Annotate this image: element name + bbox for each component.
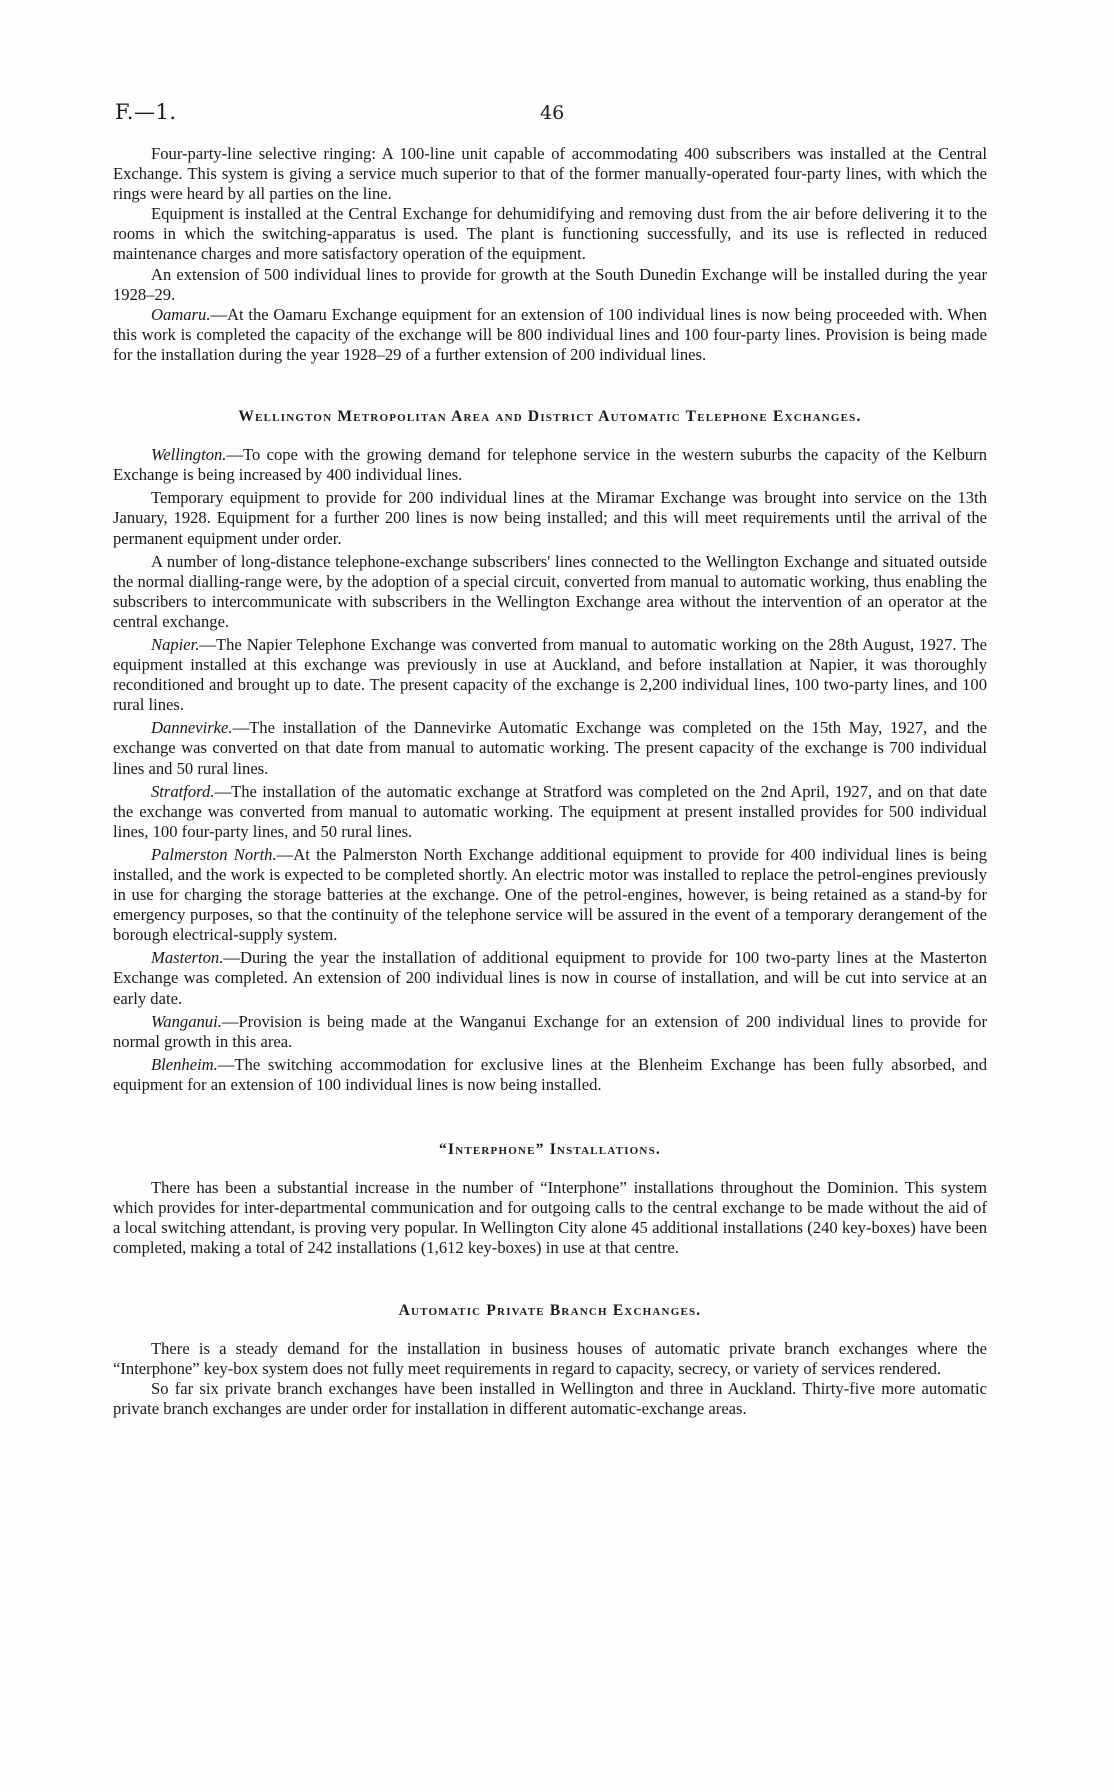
paragraph-lead: Palmerston North. xyxy=(151,844,277,864)
paragraph xyxy=(113,1012,987,1052)
paragraph-text: —The installation of the Dannevirke Automatic Exchange was completed on the 15th May, 1927, and the exchange was converted on that date from manual to automatic working. The present capacity of the exchange is 700 individual lines and 50 rural lines. xyxy=(113,718,987,778)
paragraph-text: So far six private branch exchanges have been installed in Wellington and three in Auckland. Thirty-five more automatic private branch exchanges are under order for installation in different automatic-exchange areas. xyxy=(113,1378,987,1418)
paragraph-lead: Wanganui. xyxy=(151,1011,222,1031)
paragraph xyxy=(113,305,987,365)
paragraph-text: —At the Oamaru Exchange equipment for an extension of 100 individual lines is now being proceeded with. When this work is completed the capacity of the exchange will be 800 individual lines and 100 four-party lines. Provision is being made for the installation during the year 1928–29 of a further extension of 200 individual lines. xyxy=(113,304,987,364)
paragraph xyxy=(113,552,987,632)
paragraph xyxy=(113,445,987,485)
section-heading-interphone: “Interphone” Installations. xyxy=(439,1141,661,1159)
wellington-section-body xyxy=(113,445,987,1095)
paragraph-lead: Blenheim. xyxy=(151,1054,218,1074)
document-code: F.—1. xyxy=(115,100,177,124)
paragraph-lead: Dannevirke. xyxy=(151,718,233,738)
paragraph-text: —At the Palmerston North Exchange additional equipment to provide for 400 individual lines is being installed, and the work is expected to be completed shortly. An electric motor was installed to replace the petrol-engines previously in use for charging the storage batteries at the exchange. One of the petrol-engines, however, is being retained as a stand-by for emergency purposes, so that the continuity of the telephone service will be assured in the event of a temporary derangement of the borough electrical-supply system. xyxy=(113,844,988,945)
paragraph-text: Four-party-line selective ringing: A 100-line unit capable of accommodating 400 subscribers was installed at the Central Exchange. This system is giving a service much superior to that of the former manually-operated four-party lines, with which the rings were heard by all parties on the line. xyxy=(113,144,987,204)
paragraph xyxy=(113,635,987,715)
paragraph-text: A number of long-distance telephone-exchange subscribers' lines connected to the Wellington Exchange and situated outside the normal dialling-range were, by the adoption of a special circuit, converted from manual to automatic working, thus enabling the subscribers to intercommunicate with subscribers in the Wellington Exchange area without the intervention of an operator at the central exchange. xyxy=(113,551,987,631)
paragraph-text: —The Napier Telephone Exchange was converted from manual to automatic working on the 28th August, 1927. The equipment installed at this exchange was previously in use at Auckland, and before installation at Napier, it was thoroughly reconditioned and brought up to date. The present capacity of the exchange is 2,200 individual lines, 100 two-party lines, and 100 rural lines. xyxy=(113,634,987,715)
section-heading-pbx: Automatic Private Branch Exchanges. xyxy=(398,1301,702,1319)
page-number: 46 xyxy=(540,102,565,124)
paragraph xyxy=(113,782,987,842)
paragraph xyxy=(113,948,987,1008)
interphone-section-body xyxy=(113,1178,987,1258)
paragraph xyxy=(113,488,987,548)
paragraph xyxy=(113,1339,987,1379)
pbx-section-body xyxy=(113,1339,987,1419)
paragraph-text: There has been a substantial increase in the number of “Interphone” installations throughout the Dominion. This system which provides for inter-departmental communication and for outgoing calls to the central exchange to be made without the aid of a local switching attendant, is proving very popular. In Wellington City alone 45 additional installations (240 key-boxes) have been completed, making a total of 242 installations (1,612 key-boxes) in use at that centre. xyxy=(113,1178,987,1258)
paragraph-lead: Masterton. xyxy=(151,948,224,968)
paragraph xyxy=(113,265,987,305)
section-heading-wellington: Wellington Metropolitan Area and District Automatic Telephone Exchanges. xyxy=(238,408,862,426)
paragraph xyxy=(113,1055,987,1095)
intro-block xyxy=(113,144,987,365)
paragraph-text: Temporary equipment to provide for 200 individual lines at the Miramar Exchange was brought into service on the 13th January, 1928. Equipment for a further 200 lines is now being installed; and this will meet requirements until the arrival of the permanent equipment under order. xyxy=(113,488,987,548)
paragraph-lead: Oamaru. xyxy=(151,304,211,324)
paragraph-lead: Stratford. xyxy=(151,781,215,801)
paragraph-text: —The switching accommodation for exclusive lines at the Blenheim Exchange has been fully absorbed, and equipment for an extension of 100 individual lines is now being installed. xyxy=(113,1054,987,1094)
page-body xyxy=(113,144,987,1419)
paragraph xyxy=(113,845,987,945)
paragraph-text: There is a steady demand for the installation in business houses of automatic private branch exchanges where the “Interphone” key-box system does not fully meet requirements in regard to capacity, secrecy, or variety of services rendered. xyxy=(113,1338,987,1378)
paragraph xyxy=(113,1178,987,1258)
paragraph xyxy=(113,718,987,778)
paragraph-lead: Wellington. xyxy=(151,445,227,465)
paragraph-text: An extension of 500 individual lines to provide for growth at the South Dunedin Exchange will be installed during the year 1928–29. xyxy=(113,264,987,304)
paragraph-text: —The installation of the automatic exchange at Stratford was completed on the 2nd April, 1927, and on that date the exchange was converted from manual to automatic working. The equipment at present installed provides for 500 individual lines, 100 four-party lines, and 50 rural lines. xyxy=(113,781,987,841)
paragraph-text: —To cope with the growing demand for telephone service in the western suburbs the capacity of the Kelburn Exchange is being increased by 400 individual lines. xyxy=(113,445,987,485)
paragraph-text: —During the year the installation of additional equipment to provide for 100 two-party lines at the Masterton Exchange was completed. An extension of 200 individual lines is now in course of installation, and will be cut into service at an early date. xyxy=(113,948,987,1008)
page-header xyxy=(115,100,995,130)
paragraph-text: —Provision is being made at the Wanganui Exchange for an extension of 200 individual lines to provide for normal growth in this area. xyxy=(113,1011,987,1051)
paragraph xyxy=(113,144,987,204)
paragraph-text: Equipment is installed at the Central Exchange for dehumidifying and removing dust from the air before delivering it to the rooms in which the switching-apparatus is used. The plant is functioning successfully, and its use is reflected in reduced maintenance charges and more satisfactory operation of the equipment. xyxy=(113,204,987,264)
paragraph xyxy=(113,1379,987,1419)
paragraph xyxy=(113,204,987,264)
paragraph-lead: Napier. xyxy=(151,634,200,654)
